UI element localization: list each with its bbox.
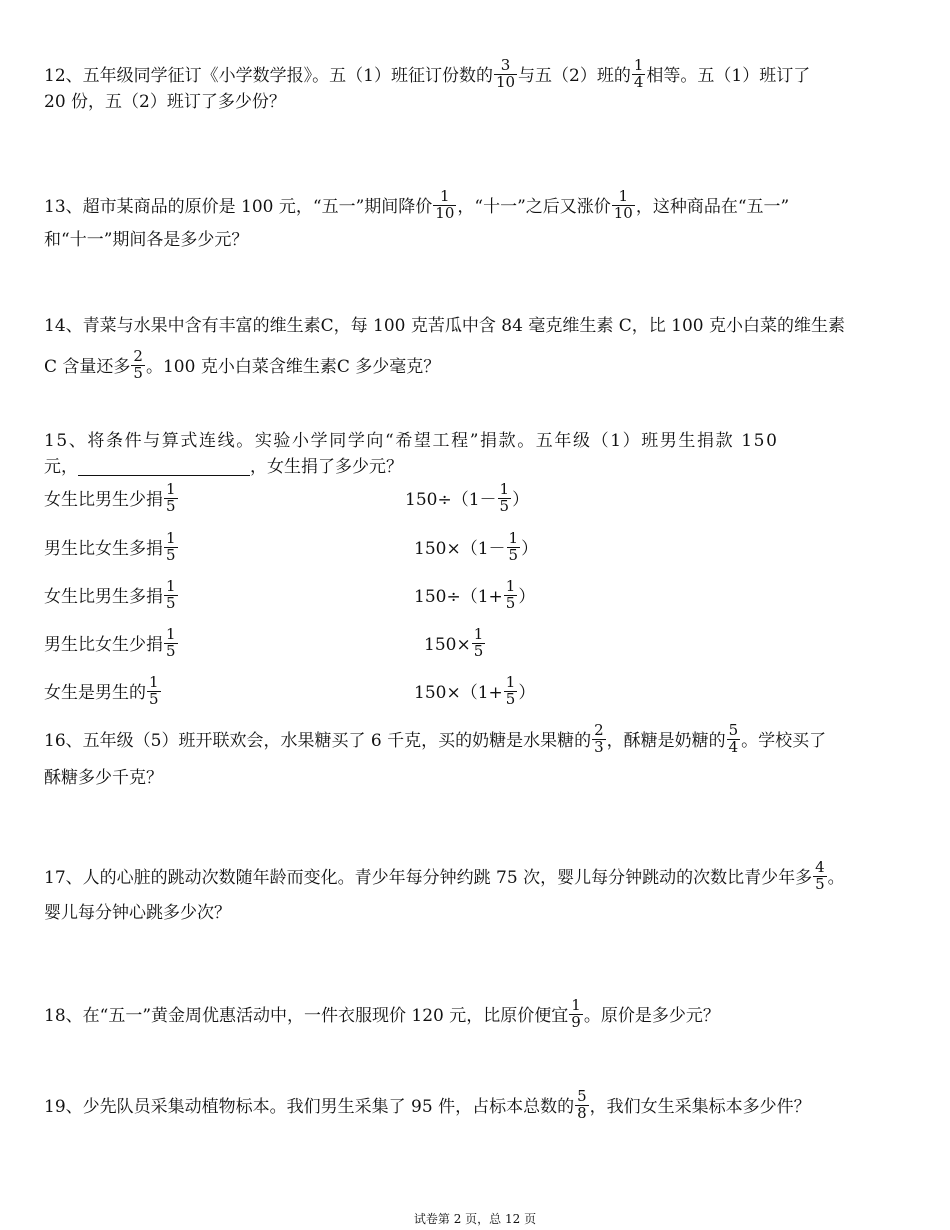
fraction: $\frac{1}{5}$ xyxy=(166,625,176,660)
q16-line2: 酥糖多少千克？ xyxy=(44,768,163,788)
formula-item[interactable]: 150×（1+ $\frac{1}{5}$ ） xyxy=(414,673,536,708)
fraction: $\frac{1}{9}$ xyxy=(571,996,581,1031)
q14-line2 xyxy=(44,347,441,384)
q12-text-c: 相等。五（1）班订了 xyxy=(646,65,811,86)
fraction: $\frac{1}{10}$ xyxy=(435,187,455,222)
fraction: $\frac{1}{5}$ xyxy=(473,625,484,660)
formula-item[interactable]: 150× $\frac{1}{5}$ xyxy=(424,625,484,660)
q14-text-a: C 含量还多 xyxy=(44,356,131,377)
q13-text-a: 13、超市某商品的原价是 100 元，“五一”期间降价 xyxy=(44,196,433,217)
q16-text-c: 。学校买了 xyxy=(741,730,827,751)
fraction: $\frac{1}{5}$ xyxy=(166,529,176,564)
fraction: $\frac{1}{5}$ xyxy=(505,577,516,612)
q12-text-b: 与五（2）班的 xyxy=(518,65,631,86)
q12-text-a: 12、五年级同学征订《小学数学报》。五（1）班征订份数的 xyxy=(44,65,493,86)
fraction: $\frac{2}{3}$ xyxy=(594,721,604,756)
q18-line1 xyxy=(44,996,720,1033)
q18-text-b: 。原价是多少元？ xyxy=(583,1005,720,1026)
condition-item[interactable]: 男生比女生多捐 $\frac{1}{5}$ xyxy=(44,529,176,564)
q15-text-a: 元， xyxy=(44,457,78,477)
fraction: $\frac{1}{5}$ xyxy=(166,577,176,612)
condition-item[interactable]: 女生比男生少捐 $\frac{1}{5}$ xyxy=(44,480,176,515)
q17-line1 xyxy=(44,858,845,895)
q17-text-a: 17、人的心脏的跳动次数随年龄而变化。青少年每分钟约跳 75 次，婴儿每分钟跳动的次数比青少年多 xyxy=(44,867,813,888)
q12-line1 xyxy=(44,56,811,93)
fraction: $\frac{4}{5}$ xyxy=(815,858,825,893)
q17-line2: 婴儿每分钟心跳多少次？ xyxy=(44,903,231,923)
fraction: $\frac{2}{5}$ xyxy=(133,347,143,382)
condition-item[interactable]: 女生是男生的 $\frac{1}{5}$ xyxy=(44,673,159,708)
q15-line1: 15、将条件与算式连线。实验小学同学向“希望工程”捐款。五年级（1）班男生捐款 150 xyxy=(44,431,779,451)
formula-item[interactable]: 150÷（1－ $\frac{1}{5}$ ） xyxy=(405,480,530,515)
q13-text-c: ，这种商品在“五一” xyxy=(635,196,790,217)
q19-text-b: ，我们女生采集标本多少件？ xyxy=(589,1096,811,1117)
q17-text-b: 。 xyxy=(827,867,845,888)
q15-text-b: ，女生捐了多少元？ xyxy=(250,457,403,477)
fraction: $\frac{1}{5}$ xyxy=(166,480,176,515)
fraction: $\frac{1}{5}$ xyxy=(508,529,519,564)
fraction: $\frac{1}{5}$ xyxy=(505,673,516,708)
formula-item[interactable]: 150÷（1+ $\frac{1}{5}$ ） xyxy=(414,577,536,612)
page-footer: 试卷第 2 页，总 12 页 xyxy=(413,1212,537,1226)
q13-text-b: ，“十一”之后又涨价 xyxy=(457,196,611,217)
q18-text-a: 18、在“五一”黄金周优惠活动中，一件衣服现价 120 元，比原价便宜 xyxy=(44,1005,569,1026)
condition-item[interactable]: 女生比男生多捐 $\frac{1}{5}$ xyxy=(44,577,176,612)
q16-line1 xyxy=(44,721,827,758)
q14-text-b: 。100 克小白菜含维生素C 多少毫克？ xyxy=(145,356,441,377)
fraction: $\frac{3}{10}$ xyxy=(495,56,516,91)
q19-line1 xyxy=(44,1087,811,1124)
fraction: $\frac{1}{5}$ xyxy=(499,480,510,515)
q19-text-a: 19、少先队员采集动植物标本。我们男生采集了 95 件，占标本总数的 xyxy=(44,1096,575,1117)
fraction: $\frac{5}{8}$ xyxy=(577,1087,587,1122)
fraction: $\frac{1}{4}$ xyxy=(633,56,644,91)
q13-line1 xyxy=(44,187,790,224)
answer-blank[interactable] xyxy=(78,458,250,476)
formula-item[interactable]: 150×（1－ $\frac{1}{5}$ ） xyxy=(414,529,539,564)
q16-text-b: ，酥糖是奶糖的 xyxy=(606,730,726,751)
condition-item[interactable]: 男生比女生少捐 $\frac{1}{5}$ xyxy=(44,625,176,660)
fraction: $\frac{1}{10}$ xyxy=(613,187,633,222)
q15-line2 xyxy=(44,458,403,476)
fraction: $\frac{5}{4}$ xyxy=(728,721,739,756)
q14-line1: 14、青菜与水果中含有丰富的维生素C，每 100 克苦瓜中含 84 毫克维生素 C，比 100 克小白菜的维生素 xyxy=(44,316,845,336)
q16-text-a: 16、五年级（5）班开联欢会，水果糖买了 6 千克，买的奶糖是水果糖的 xyxy=(44,730,592,751)
q12-line2: 20 份，五（2）班订了多少份？ xyxy=(44,92,286,112)
q13-line2: 和“十一”期间各是多少元？ xyxy=(44,230,249,250)
fraction: $\frac{1}{5}$ xyxy=(149,673,159,708)
